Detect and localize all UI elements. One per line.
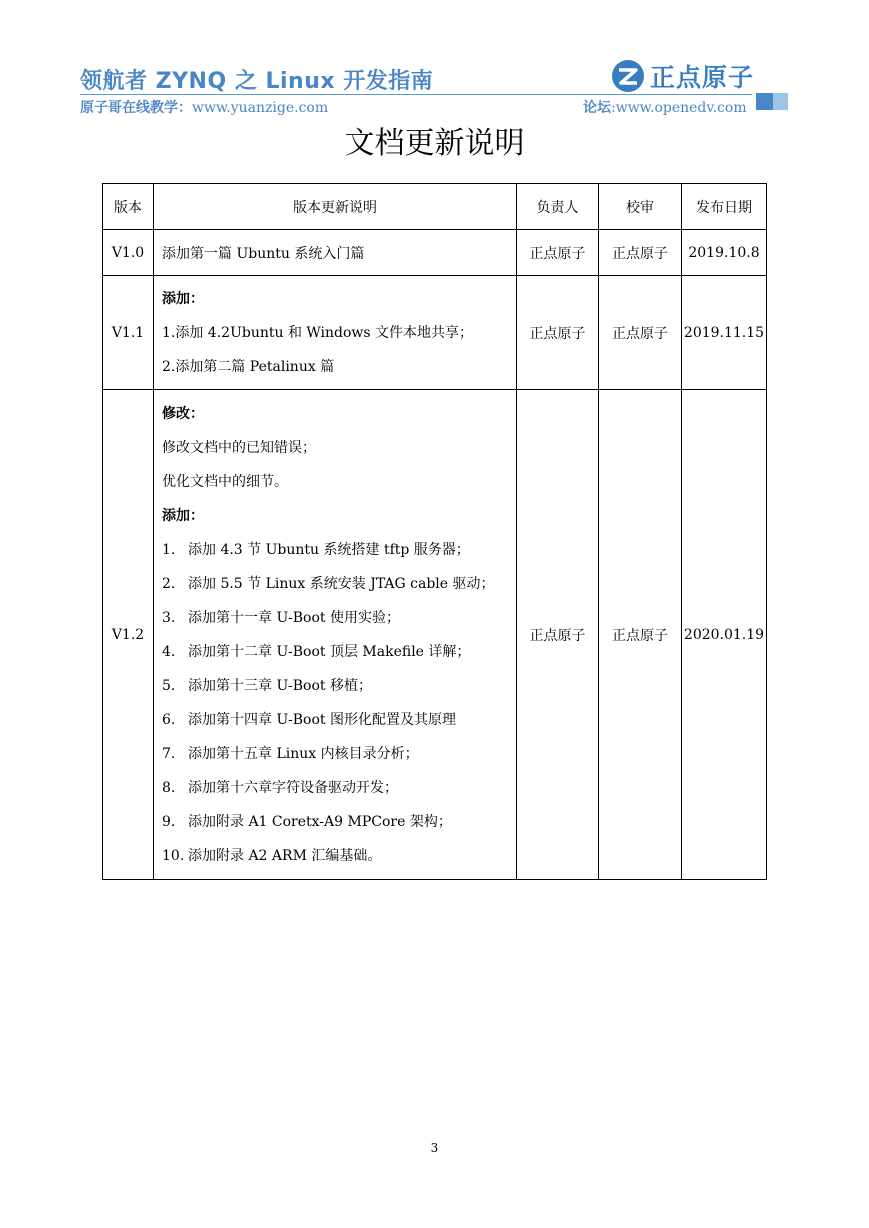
list-item-number: 5. <box>162 677 176 694</box>
list-item-number: 6. <box>162 711 176 728</box>
table-row <box>103 276 767 390</box>
list-item <box>162 839 508 873</box>
list-item-text: 添加附录 A1 Coretx-A9 MPCore 架构； <box>188 813 452 830</box>
table-header-row <box>103 184 767 230</box>
list-item-text: 添加第十五章 Linux 内核目录分析； <box>188 745 419 762</box>
header-divider <box>80 94 752 95</box>
description-line: 2.添加第二篇 Petalinux 篇 <box>162 358 335 375</box>
list-item-number: 4. <box>162 643 176 660</box>
list-item <box>162 601 508 635</box>
description-line: 1.添加 4.2Ubuntu 和 Windows 文件本地共享； <box>162 324 474 341</box>
row-version: V1.1 <box>103 276 154 390</box>
row-date: 2019.10.8 <box>682 230 767 276</box>
table-row <box>103 390 767 880</box>
row-description <box>154 230 517 276</box>
header-forum-site <box>583 97 747 117</box>
row-description <box>154 390 517 880</box>
list-item-number: 9. <box>162 813 176 830</box>
header-title: 领航者 ZYNQ 之 Linux 开发指南 <box>80 69 434 94</box>
brand-logo-icon <box>610 58 646 94</box>
list-item-number: 7. <box>162 745 176 762</box>
list-item-number: 10. <box>162 847 185 864</box>
description-heading: 添加： <box>162 507 204 524</box>
list-item-number: 2. <box>162 575 176 592</box>
list-item <box>162 737 508 771</box>
brand-logo <box>610 58 754 94</box>
header-owner: 负责人 <box>517 184 599 230</box>
brand-logo-text: 正点原子 <box>650 63 755 92</box>
description-line: 添加第一篇 Ubuntu 系统入门篇 <box>162 245 365 262</box>
row-owner: 正点原子 <box>517 390 599 880</box>
row-reviewer: 正点原子 <box>599 390 682 880</box>
list-item <box>162 669 508 703</box>
header-version: 版本 <box>103 184 154 230</box>
header-description: 版本更新说明 <box>154 184 517 230</box>
list-item <box>162 703 508 737</box>
row-version: V1.0 <box>103 230 154 276</box>
list-item-text: 添加第十二章 U-Boot 顶层 Makefile 详解； <box>188 643 471 660</box>
description-line: 修改文档中的已知错误； <box>162 439 316 456</box>
list-item-number: 8. <box>162 779 176 796</box>
header-teaching-site <box>80 97 328 117</box>
row-reviewer: 正点原子 <box>599 230 682 276</box>
header-teaching-url[interactable]: www.yuanzige.com <box>192 100 329 116</box>
list-item-text: 添加 4.3 节 Ubuntu 系统搭建 tftp 服务器； <box>188 541 470 558</box>
description-heading: 修改： <box>162 405 204 422</box>
list-item <box>162 771 508 805</box>
row-owner: 正点原子 <box>517 276 599 390</box>
header-forum-url[interactable]: :www.openedv.com <box>611 100 747 116</box>
list-item-text: 添加第十四章 U-Boot 图形化配置及其原理 <box>188 711 456 728</box>
header-date: 发布日期 <box>682 184 767 230</box>
header-corner-block-dark <box>756 93 773 110</box>
list-item-text: 添加第十六章字符设备驱动开发； <box>188 779 398 796</box>
revision-table <box>102 183 767 880</box>
row-owner: 正点原子 <box>517 230 599 276</box>
header-forum-label: 论坛 <box>583 100 611 116</box>
list-item-text: 添加附录 A2 ARM 汇编基础。 <box>188 847 382 864</box>
list-item <box>162 567 508 601</box>
list-item <box>162 533 508 567</box>
list-item-text: 添加第十三章 U-Boot 移植； <box>188 677 372 694</box>
row-date: 2020.01.19 <box>682 390 767 880</box>
description-line: 优化文档中的细节。 <box>162 473 288 490</box>
header-teaching-label: 原子哥在线教学： <box>80 100 192 116</box>
row-date: 2019.11.15 <box>682 276 767 390</box>
header-reviewer: 校审 <box>599 184 682 230</box>
list-item-text: 添加第十一章 U-Boot 使用实验； <box>188 609 400 626</box>
row-version: V1.2 <box>103 390 154 880</box>
row-description <box>154 276 517 390</box>
description-heading: 添加： <box>162 290 204 307</box>
table-row <box>103 230 767 276</box>
list-item <box>162 805 508 839</box>
list-item <box>162 635 508 669</box>
page-number: 3 <box>430 1141 439 1155</box>
list-item-text: 添加 5.5 节 Linux 系统安装 JTAG cable 驱动； <box>188 575 495 592</box>
header-corner-block-light <box>773 93 788 110</box>
row-reviewer: 正点原子 <box>599 276 682 390</box>
list-item-number: 3. <box>162 609 176 626</box>
document-title: 文档更新说明 <box>344 126 525 161</box>
list-item-number: 1. <box>162 541 176 558</box>
